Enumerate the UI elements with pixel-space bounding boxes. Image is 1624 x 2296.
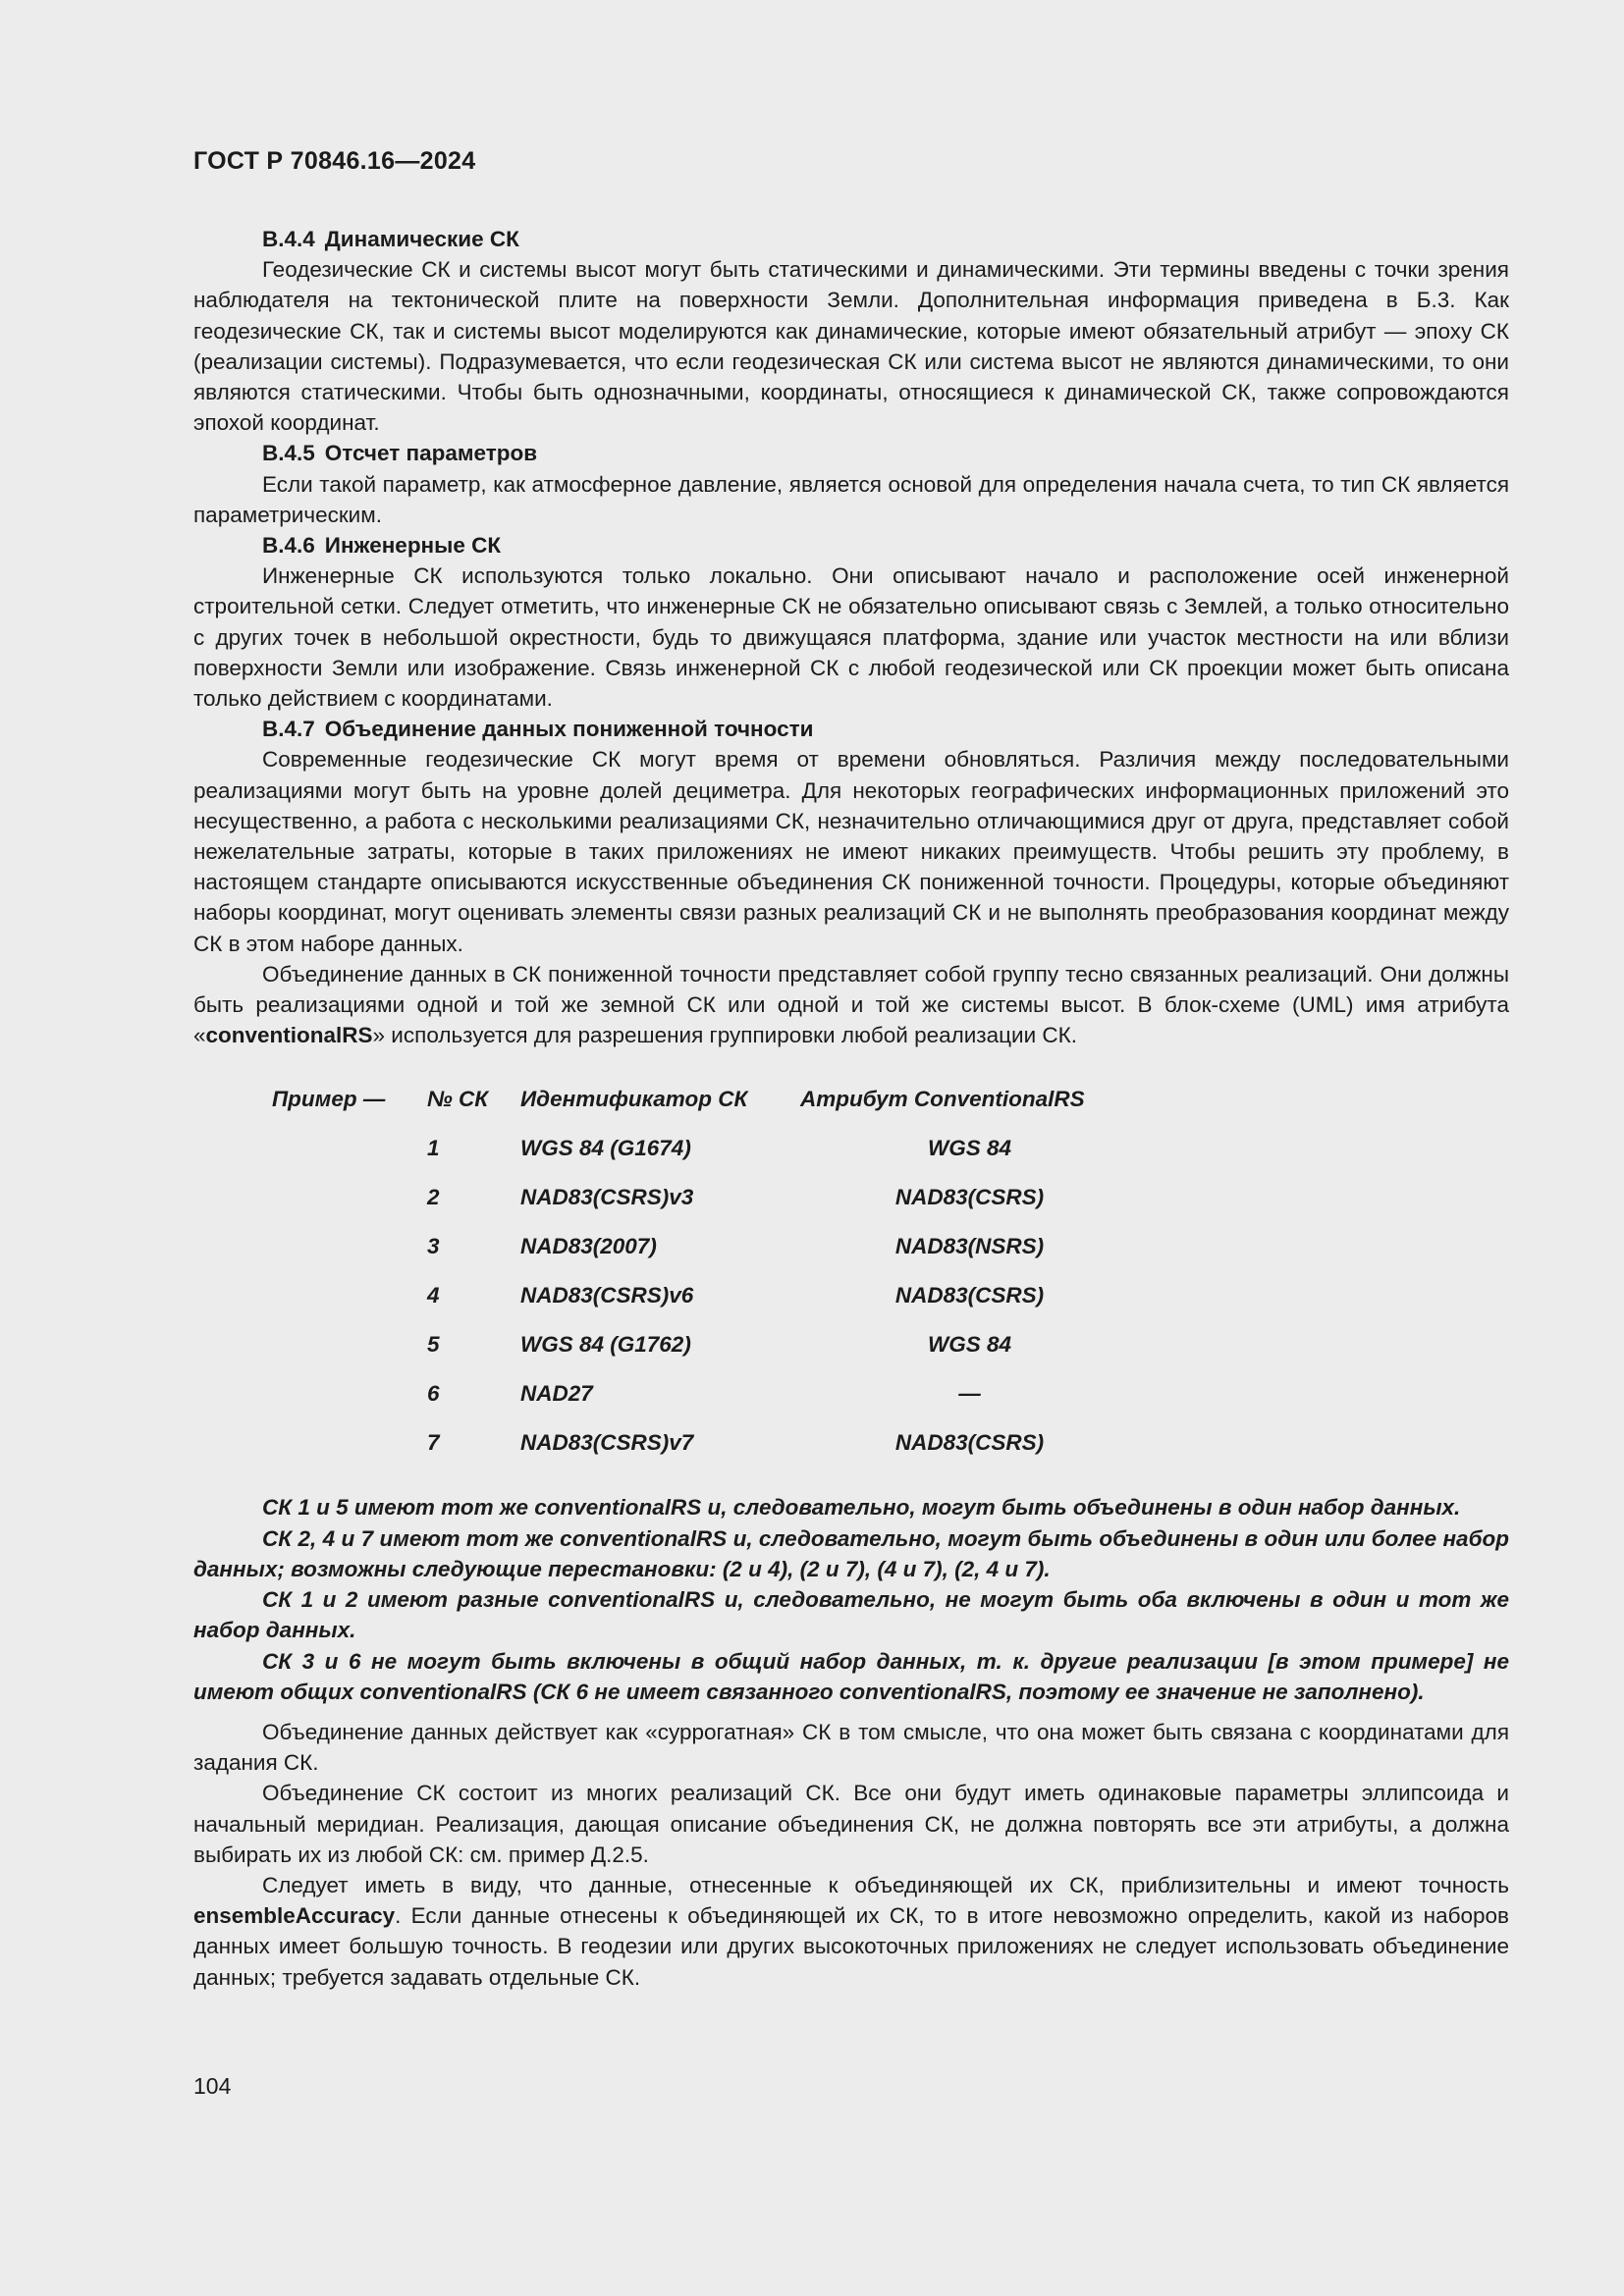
cell-num: 4 (427, 1283, 440, 1308)
column-header-num: № СК (427, 1087, 489, 1112)
example-row (193, 1182, 1509, 1231)
cell-attr: WGS 84 (927, 1136, 1012, 1161)
section-heading (193, 714, 1509, 744)
example-notes (193, 1492, 1509, 1706)
cell-num: 1 (427, 1136, 440, 1161)
cell-num: 6 (427, 1381, 440, 1407)
example-row (193, 1427, 1509, 1476)
cell-id: NAD83(CSRS)v7 (520, 1430, 694, 1456)
section-heading (193, 530, 1509, 561)
example-block (193, 1084, 1509, 1476)
section-title: Динамические СК (324, 227, 519, 251)
cell-id: NAD83(CSRS)v3 (520, 1185, 694, 1210)
example-row (193, 1329, 1509, 1378)
section-number: B.4.5 (262, 441, 315, 466)
example-row (193, 1231, 1509, 1280)
cell-num: 7 (427, 1430, 440, 1456)
section-title: Отсчет параметров (324, 441, 538, 466)
example-header-row (193, 1084, 1509, 1133)
section-number: B.4.6 (262, 533, 315, 559)
example-row (193, 1280, 1509, 1329)
document-header: ГОСТ Р 70846.16—2024 (193, 147, 476, 175)
document-body (193, 224, 1509, 1993)
page-number: 104 (193, 2073, 232, 2099)
cell-id: NAD27 (520, 1381, 593, 1407)
section-number: B.4.4 (262, 227, 315, 251)
example-label: Пример — (272, 1087, 386, 1112)
paragraph: Современные геодезические СК могут время от времени обновляться. Различия между последовательными реализациями могут быть на уровне долей дециметра. Для некоторых географических информационных приложений это несущественно, а работа с несколькими реализациями СК, незначительно отличающимися друг от друга, представляет собой нежелательные затраты, которые в таких приложениях не имеют никаких преимуществ. Чтобы решить эту проблему, в настоящем стандарте описываются искусственные объединения СК пониженной точности. Процедуры, которые объединяют наборы координат, могут оценивать элементы связи разных реализаций СК и не выполнять преобразования координат между СК в этом наборе данных. (193, 747, 1509, 956)
text-run: . Если данные отнесены к объединяющей их СК, то в итоге невозможно определить, какой из наборов данных имеет большую точность. В геодезии или других высокоточных приложениях не следует использовать объединение данных; требуется задавать отдельные СК. (193, 1903, 1509, 1990)
column-header-id: Идентификатор СК (520, 1087, 748, 1112)
example-row (193, 1133, 1509, 1182)
cell-id: WGS 84 (G1674) (520, 1136, 691, 1161)
paragraph: Инженерные СК используются только локально. Они описывают начало и расположение осей инженерной строительной сетки. Следует отметить, что инженерные СК не обязательно описывают связь с Землей, а только относительно с других точек в небольшой окрестности, будь то движущаяся платформа, здание или участок местности на или вблизи поверхности Земли или изображение. Связь инженерной СК с любой геодезической или СК проекции может быть описана только действием с координатами. (193, 563, 1509, 712)
example-row (193, 1378, 1509, 1427)
section-number: B.4.7 (262, 717, 315, 742)
cell-num: 5 (427, 1332, 440, 1358)
example-note: СК 3 и 6 не могут быть включены в общий набор данных, т. к. другие реализации [в этом примере] не имеют общих conventionalRS (СК 6 не имеет связанного conventionalRS, поэтому ее значение не заполнено). (193, 1648, 1509, 1704)
paragraph: Объединение данных действует как «суррогатная» СК в том смысле, что она может быть связана с координатами для задания СК. (193, 1719, 1509, 1776)
term-ensembleaccuracy: ensembleAccuracy (193, 1903, 396, 1929)
cell-attr: NAD83(CSRS) (894, 1430, 1045, 1456)
paragraph (193, 959, 1509, 1051)
example-note: СК 1 и 5 имеют тот же conventionalRS и, следовательно, могут быть объединены в один набор данных. (262, 1495, 1461, 1521)
text-run: Объединение данных в СК пониженной точности представляет собой группу тесно связанных реализаций. Они должны быть реализациями одной и той же земной СК или одной и той же системы высот. В блок-схеме (UML) имя атрибута « (193, 961, 1509, 1048)
section-title: Инженерные СК (324, 533, 502, 559)
closing-paragraphs (193, 1717, 1509, 1993)
cell-attr: NAD83(NSRS) (894, 1234, 1045, 1259)
cell-id: WGS 84 (G1762) (520, 1332, 691, 1358)
cell-num: 3 (427, 1234, 440, 1259)
section-heading (193, 224, 1509, 254)
paragraph (193, 1870, 1509, 1993)
cell-num: 2 (427, 1185, 440, 1210)
term-conventionalrs: conventionalRS (205, 1023, 373, 1048)
column-header-attr: Атрибут ConventionalRS (800, 1087, 1085, 1112)
example-note: СК 2, 4 и 7 имеют тот же conventionalRS и, следовательно, могут быть объединены в один или более набор данных; возможны следующие перестановки: (2 и 4), (2 и 7), (4 и 7), (2, 4 и 7). (193, 1525, 1509, 1581)
text-run: » используется для разрешения группировки любой реализации СК. (372, 1023, 1078, 1048)
cell-attr: — (958, 1381, 981, 1407)
text-run: Следует иметь в виду, что данные, отнесенные к объединяющей их СК, приблизительны и имеют точность (262, 1872, 1509, 1897)
cell-attr: NAD83(CSRS) (894, 1185, 1045, 1210)
cell-attr: WGS 84 (927, 1332, 1012, 1358)
cell-attr: NAD83(CSRS) (894, 1283, 1045, 1308)
section-title: Объединение данных пониженной точности (324, 717, 814, 742)
example-note: СК 1 и 2 имеют разные conventionalRS и, следовательно, не могут быть оба включены в один и тот же набор данных. (193, 1587, 1509, 1643)
cell-id: NAD83(CSRS)v6 (520, 1283, 694, 1308)
paragraph: Если такой параметр, как атмосферное давление, является основой для определения начала счета, то тип СК является параметрическим. (193, 471, 1509, 527)
section-heading (193, 438, 1509, 468)
paragraph: Объединение СК состоит из многих реализаций СК. Все они будут иметь одинаковые параметры эллипсоида и начальный меридиан. Реализация, дающая описание объединения СК, не должна повторять все эти атрибуты, а должна выбирать их из любой СК: см. пример Д.2.5. (193, 1781, 1509, 1867)
paragraph: Геодезические СК и системы высот могут быть статическими и динамическими. Эти термины введены с точки зрения наблюдателя на тектонической плите на поверхности Земли. Дополнительная информация приведена в Б.3. Как геодезические СК, так и системы высот моделируются как динамические, которые имеют обязательный атрибут — эпоху СК (реализации системы). Подразумевается, что если геодезическая СК или система высот не являются динамическими, то они являются статическими. Чтобы быть однозначными, координаты, относящиеся к динамической СК, также сопровождаются эпохой координат. (193, 257, 1509, 436)
cell-id: NAD83(2007) (520, 1234, 657, 1259)
